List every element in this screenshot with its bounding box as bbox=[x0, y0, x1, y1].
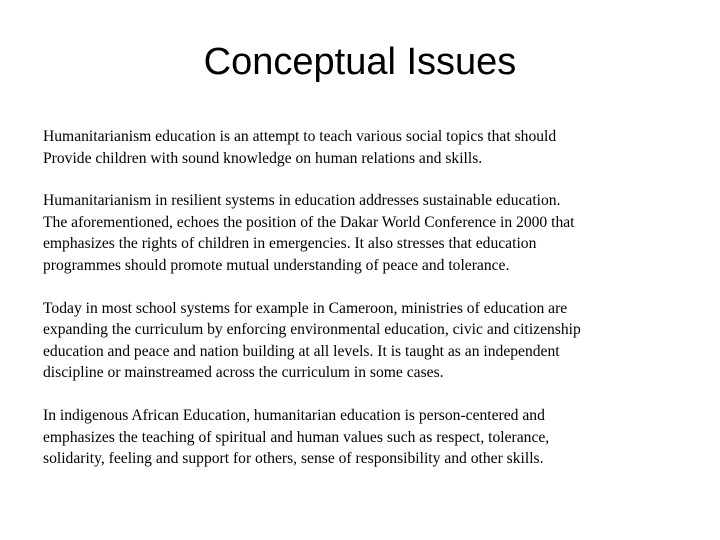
paragraph-school-systems-cameroon: Today in most school systems for example in Cameroon, ministries of education are expanding the curriculum by enforcing environmental education, civic and citizenship education and peace and nation building at all levels. It is taught as an independent discipline or mainstreamed across the curriculum in some cases. bbox=[43, 299, 581, 382]
paragraph-indigenous-african-education: In indigenous African Education, humanitarian education is person-centered and emphasizes the teaching of spiritual and human values such as respect, tolerance, solidarity, feeling and support for others, sense of responsibility and other skills. bbox=[43, 406, 550, 468]
slide-title: Conceptual Issues bbox=[203, 41, 517, 83]
paragraph-resilient-systems: Humanitarianism in resilient systems in education addresses sustainable education. The aforementioned, echoes the position of the Dakar World Conference in 2000 that emphasizes the rights of children in emergencies. It also stresses that education programmes should promote mutual understanding of peace and tolerance. bbox=[43, 192, 575, 274]
slide-body bbox=[43, 126, 683, 491]
paragraph-humanitarianism-education: Humanitarianism education is an attempt to teach various social topics that should Provide children with sound knowledge on human relations and skills. bbox=[43, 128, 557, 167]
